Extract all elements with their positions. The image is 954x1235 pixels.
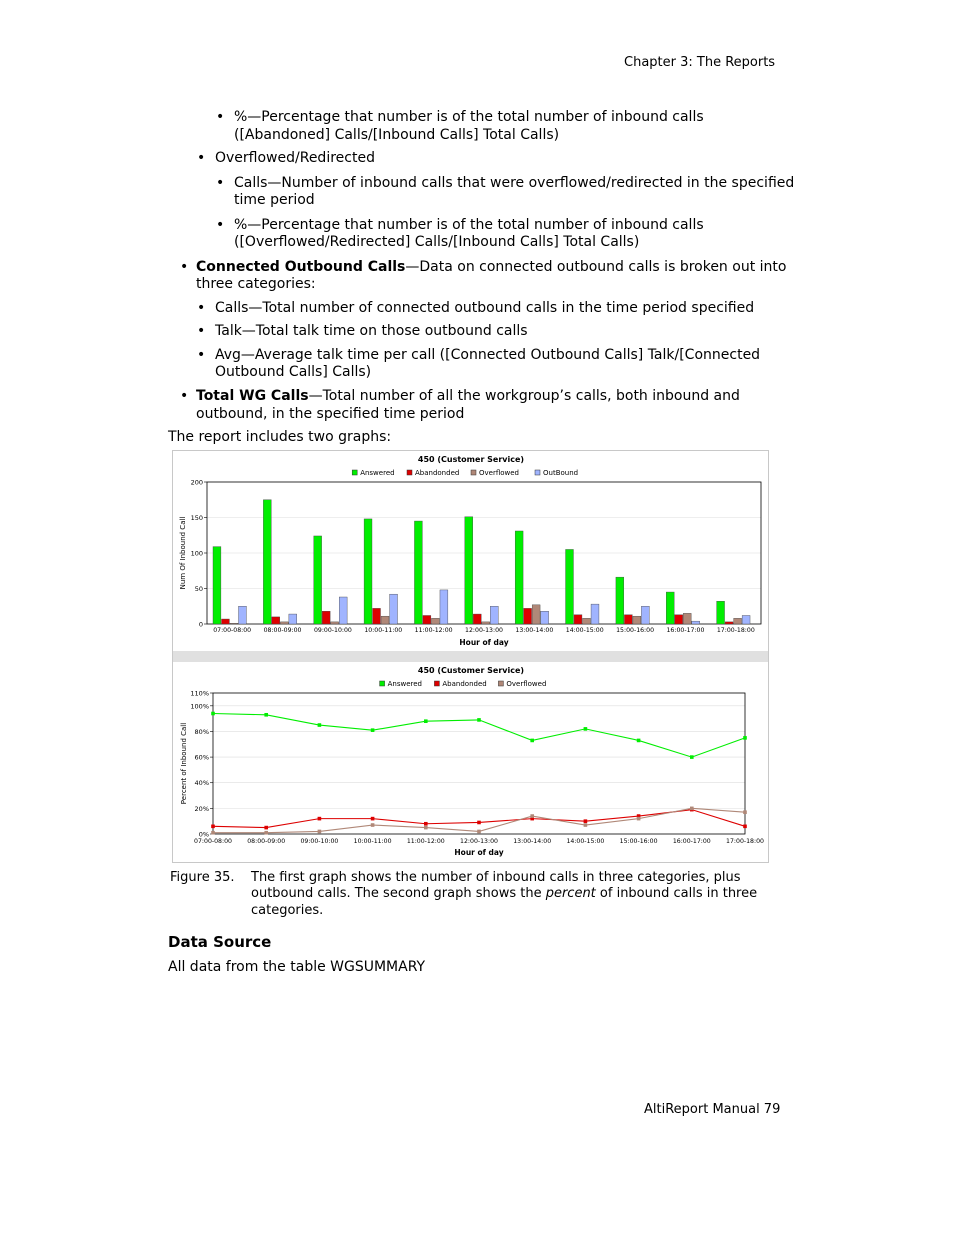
section-heading: Data Source [168, 933, 272, 951]
bar [574, 615, 582, 624]
figure-label: Figure 35. [170, 870, 235, 885]
bar [414, 521, 422, 624]
caption-emphasis: percent [545, 886, 596, 901]
bar [515, 531, 523, 624]
bar [239, 606, 247, 624]
y-tick-label: 150 [190, 514, 203, 522]
legend-swatch [407, 470, 412, 475]
bullet-text: Calls—Number of inbound calls that were overflowed/redirected in the specified [234, 175, 795, 191]
data-point [371, 817, 375, 821]
bar [440, 590, 448, 624]
data-point [424, 719, 428, 723]
x-tick-label: 07:00-08:00 [194, 838, 232, 845]
bar [465, 517, 473, 624]
bar [734, 618, 742, 624]
data-point [690, 807, 694, 811]
y-tick-label: 100% [190, 702, 209, 711]
x-tick-label: 13:00-14:00 [515, 627, 554, 634]
y-tick-label: 80% [194, 727, 209, 736]
x-tick-label: 11:00-12:00 [414, 627, 453, 634]
x-tick-label: 15:00-16:00 [619, 838, 658, 845]
bar [263, 500, 271, 624]
bar [339, 597, 347, 624]
legend-label: Answered [387, 680, 422, 688]
legend-swatch [352, 470, 357, 475]
bar [473, 614, 481, 624]
bullet-marker: • [216, 175, 225, 191]
bar [666, 592, 674, 624]
legend-label: Overflowed [506, 680, 547, 688]
data-point [743, 736, 747, 740]
bar [616, 577, 624, 624]
data-point [690, 755, 694, 759]
bullet-text: ([Overflowed/Redirected] Calls/[Inbound Calls] Total Calls) [234, 234, 640, 250]
bullet-text [196, 388, 740, 405]
intro-paragraph: The report includes two graphs: [168, 429, 392, 445]
x-tick-label: 14:00-15:00 [566, 838, 605, 845]
bullet-marker: • [197, 323, 206, 339]
line-chart [173, 662, 768, 862]
bar [524, 608, 532, 624]
running-header: Chapter 3: The Reports [624, 55, 776, 70]
bullet-text: Outbound Calls] Calls) [215, 364, 372, 380]
caption-text: outbound calls. The second graph shows the [251, 886, 546, 901]
x-axis-title: Hour of day [454, 848, 504, 857]
bullet-text: Calls—Total number of connected outbound calls in the time period specified [215, 300, 755, 316]
bar [423, 615, 431, 624]
x-tick-label: 12:00-13:00 [460, 838, 498, 845]
data-point [424, 826, 428, 830]
data-point [211, 712, 215, 716]
figure-separator [173, 651, 768, 662]
bullet-text: Avg—Average talk time per call ([Connected Outbound Calls] Talk/[Connected [215, 347, 761, 363]
chart-title: 450 (Customer Service) [417, 666, 525, 675]
x-tick-label: 14:00-15:00 [565, 627, 604, 634]
bar [624, 615, 632, 624]
chart-title: 450 (Customer Service) [417, 455, 525, 464]
bar [314, 536, 322, 624]
bar [482, 622, 490, 624]
legend-swatch [380, 681, 385, 686]
data-point [371, 728, 375, 732]
bar [490, 606, 498, 624]
data-point [477, 830, 481, 834]
x-tick-label: 17:00-18:00 [726, 838, 764, 845]
bullet-text: %—Percentage that number is of the total number of inbound calls [234, 217, 704, 233]
page-footer: AltiReport Manual 79 [644, 1102, 781, 1117]
data-point [371, 823, 375, 827]
data-point [530, 739, 534, 743]
bullet-term: Total WG Calls [196, 388, 309, 404]
data-point [743, 810, 747, 814]
bar [717, 601, 725, 624]
y-tick-label: 100 [190, 549, 203, 558]
bar [742, 615, 750, 624]
bar [583, 618, 591, 624]
data-point [584, 819, 588, 823]
bar [541, 611, 549, 624]
x-tick-label: 07:00-08:00 [213, 627, 252, 634]
bullet-text: %—Percentage that number is of the total number of inbound calls [234, 109, 704, 125]
data-point [584, 823, 588, 827]
legend-swatch [471, 470, 476, 475]
y-tick-label: 110% [190, 689, 209, 698]
bullet-marker: • [197, 300, 206, 316]
y-axis-title: Num Of Inbound Call [179, 516, 187, 590]
y-tick-label: 20% [194, 804, 209, 813]
bullet-text: three categories: [196, 276, 316, 292]
bar [641, 606, 649, 624]
bullet-term: Connected Outbound Calls [196, 259, 406, 275]
x-tick-label: 10:00-11:00 [364, 627, 403, 634]
bullet-marker: • [180, 388, 189, 404]
bar [566, 549, 574, 624]
bullet-text [196, 259, 786, 276]
data-point [637, 817, 641, 821]
x-tick-label: 16:00-17:00 [672, 838, 711, 845]
bullet-text: Talk—Total talk time on those outbound calls [215, 323, 528, 339]
data-point [424, 822, 428, 826]
y-tick-label: 0 [198, 620, 203, 629]
y-tick-label: 50 [194, 585, 203, 593]
bullet-desc: —Total number of all the workgroup’s calls, both inbound and [308, 388, 740, 404]
x-tick-label: 17:00-18:00 [716, 627, 755, 634]
bullet-text: outbound, in the specified time period [196, 406, 465, 422]
legend-swatch [498, 681, 503, 686]
data-point [584, 727, 588, 731]
bullet-marker: • [216, 109, 225, 125]
bar [331, 622, 339, 624]
bullet-marker: • [197, 150, 206, 166]
x-tick-label: 12:00-13:00 [465, 627, 503, 634]
bullet-text: ([Abandoned] Calls/[Inbound Calls] Total Calls) [234, 127, 560, 143]
legend-label: Answered [360, 469, 395, 477]
data-point [318, 830, 322, 834]
x-tick-label: 09:00-10:00 [313, 627, 352, 634]
bar [431, 618, 439, 624]
bar [272, 617, 280, 624]
data-point [530, 814, 534, 818]
bar [280, 622, 288, 624]
data-point [743, 825, 747, 829]
x-tick-label: 10:00-11:00 [353, 838, 392, 845]
y-tick-label: 200 [190, 478, 203, 487]
data-point [211, 831, 215, 835]
caption-text: of inbound calls in three [595, 886, 758, 901]
legend-swatch [535, 470, 540, 475]
y-tick-label: 0% [198, 830, 209, 839]
bar [633, 616, 641, 624]
data-point [477, 821, 481, 825]
bar [390, 594, 398, 624]
data-point [264, 831, 268, 835]
data-point [637, 739, 641, 743]
data-point [264, 826, 268, 830]
x-tick-label: 08:00-09:00 [263, 627, 302, 634]
bar [591, 604, 599, 624]
y-tick-label: 40% [194, 779, 209, 788]
bullet-text: time period [234, 192, 315, 208]
series-line [213, 808, 745, 832]
data-point [318, 723, 322, 727]
x-tick-label: 16:00-17:00 [666, 627, 705, 634]
bar [222, 619, 230, 624]
legend-swatch [434, 681, 439, 686]
data-point [264, 713, 268, 717]
bullet-marker: • [180, 259, 189, 275]
x-tick-label: 08:00-09:00 [247, 838, 286, 845]
bar [364, 519, 372, 624]
x-axis-title: Hour of day [459, 638, 509, 647]
legend-label: OutBound [543, 469, 579, 477]
figure-caption-line [251, 886, 757, 903]
x-tick-label: 13:00-14:00 [513, 838, 552, 845]
bullet-marker: • [197, 347, 206, 363]
bar [683, 613, 691, 624]
data-point [477, 718, 481, 722]
section-paragraph: All data from the table WGSUMMARY [168, 959, 426, 975]
bar [213, 547, 221, 624]
y-axis-title: Percent of Inbound Call [180, 722, 188, 805]
x-tick-label: 09:00-10:00 [300, 838, 339, 845]
data-point [318, 817, 322, 821]
y-tick-label: 60% [194, 753, 209, 762]
figure-caption-line: categories. [251, 903, 324, 918]
bar [692, 621, 700, 624]
bullet-text: Overflowed/Redirected [215, 150, 375, 166]
figure-caption-line: The first graph shows the number of inbound calls in three categories, plus [251, 870, 741, 885]
bar [373, 608, 381, 624]
x-tick-label: 11:00-12:00 [406, 838, 445, 845]
x-tick-label: 15:00-16:00 [616, 627, 655, 634]
legend-label: Overflowed [479, 469, 520, 477]
bar [381, 616, 389, 624]
bar [289, 614, 297, 624]
legend-label: Abandonded [442, 680, 487, 688]
data-point [211, 825, 215, 829]
bar [675, 615, 683, 624]
bullet-marker: • [216, 217, 225, 233]
legend-label: Abandonded [415, 469, 460, 477]
bar-chart [173, 451, 768, 651]
bar [322, 611, 330, 624]
bullet-desc: —Data on connected outbound calls is broken out into [405, 259, 787, 275]
series-line [213, 810, 745, 828]
bar [230, 623, 238, 624]
bar [532, 605, 540, 624]
bar [725, 622, 733, 624]
